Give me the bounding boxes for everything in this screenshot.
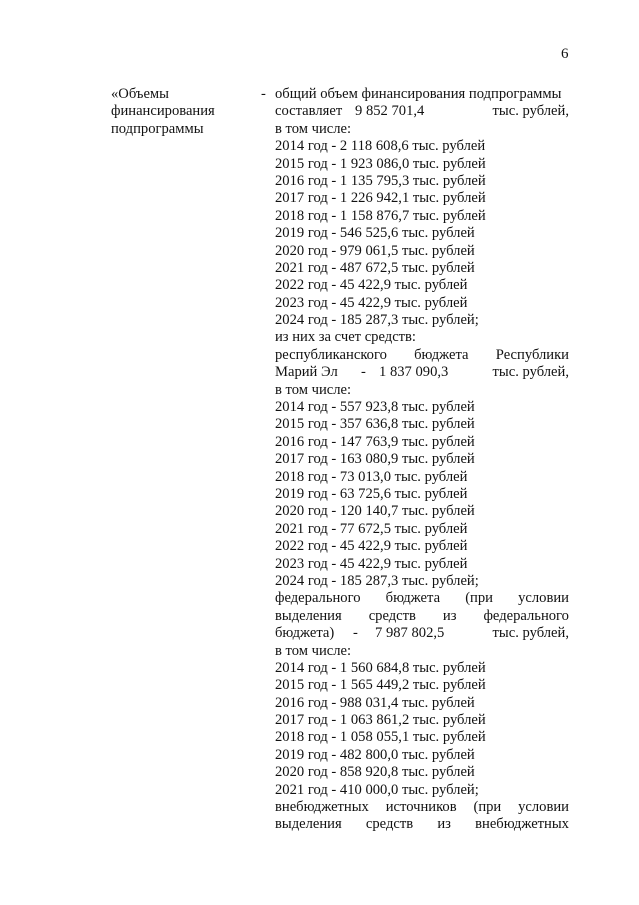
federal-line-1: [275, 590, 569, 607]
year-amount-line: 2020 год - 858 920,8 тыс. рублей: [275, 764, 475, 781]
word: из: [437, 816, 451, 833]
republic-line-2: [275, 364, 569, 381]
year-amount-line: 2022 год - 45 422,9 тыс. рублей: [275, 277, 468, 294]
year-amount-line: 2018 год - 1 058 055,1 тыс. рублей: [275, 729, 486, 746]
word: выделения: [275, 816, 342, 833]
year-amount-line: 2015 год - 357 636,8 тыс. рублей: [275, 416, 475, 433]
word: тыс. рублей,: [492, 625, 569, 642]
including-label: в том числе:: [275, 642, 352, 659]
word: средств: [365, 816, 414, 833]
including-label: в том числе:: [275, 120, 352, 137]
word: бюджета: [414, 346, 469, 363]
word: -: [353, 625, 358, 642]
word: Марий Эл: [275, 364, 338, 381]
year-amount-line: 2015 год - 1 923 086,0 тыс. рублей: [275, 155, 486, 172]
year-amount-line: 2024 год - 185 287,3 тыс. рублей;: [275, 312, 479, 329]
republic-years-list: [275, 399, 569, 590]
word: -: [361, 364, 366, 381]
year-amount-line: 2017 год - 163 080,9 тыс. рублей: [275, 451, 475, 468]
total-unit: тыс. рублей,: [492, 103, 569, 120]
year-amount-line: 2020 год - 979 061,5 тыс. рублей: [275, 242, 475, 259]
federal-amount: 7 987 802,5: [375, 625, 445, 642]
of-which-label: из них за счет средств:: [275, 329, 416, 346]
year-amount-line: 2024 год - 185 287,3 тыс. рублей;: [275, 572, 479, 589]
section-label-line: «Объемы: [111, 86, 169, 102]
year-amount-line: 2016 год - 988 031,4 тыс. рублей: [275, 694, 475, 711]
year-amount-line: 2019 год - 482 800,0 тыс. рублей: [275, 746, 475, 763]
page-number: 6: [561, 46, 569, 62]
word: условии: [518, 799, 569, 816]
year-amount-line: 2016 год - 147 763,9 тыс. рублей: [275, 433, 475, 450]
republic-amount: 1 837 090,3: [379, 364, 449, 381]
year-amount-line: 2021 год - 77 672,5 тыс. рублей: [275, 520, 468, 537]
year-amount-line: 2022 год - 45 422,9 тыс. рублей: [275, 538, 468, 555]
year-amount-line: 2018 год - 1 158 876,7 тыс. рублей: [275, 207, 486, 224]
extrabudget-line-1: [275, 799, 569, 816]
total-amount: 9 852 701,4: [355, 103, 425, 120]
year-amount-line: 2015 год - 1 565 449,2 тыс. рублей: [275, 677, 486, 694]
year-amount-line: 2021 год - 410 000,0 тыс. рублей;: [275, 781, 479, 798]
federal-years-list: [275, 660, 569, 799]
federal-line-3: [275, 625, 569, 642]
word: тыс. рублей,: [492, 364, 569, 381]
year-amount-line: 2014 год - 557 923,8 тыс. рублей: [275, 399, 475, 416]
word: источников: [385, 799, 457, 816]
word: внебюджетных: [475, 816, 569, 833]
intro-line: общий объем финансирования подпрограммы: [275, 86, 562, 102]
word: федерального: [275, 590, 361, 607]
word: из: [442, 607, 457, 624]
word: внебюджетных: [275, 799, 369, 816]
year-amount-line: 2014 год - 1 560 684,8 тыс. рублей: [275, 659, 486, 676]
year-amount-line: 2017 год - 1 226 942,1 тыс. рублей: [275, 190, 486, 207]
separator-dash: -: [261, 86, 266, 102]
year-amount-line: 2019 год - 546 525,6 тыс. рублей: [275, 225, 475, 242]
word: федерального: [483, 607, 569, 624]
year-amount-line: 2020 год - 120 140,7 тыс. рублей: [275, 503, 475, 520]
word: бюджета: [385, 590, 441, 607]
year-amount-line: 2021 год - 487 672,5 тыс. рублей: [275, 259, 475, 276]
section-label-line: подпрограммы: [111, 120, 204, 137]
year-amount-line: 2018 год - 73 013,0 тыс. рублей: [275, 468, 468, 485]
word: бюджета): [275, 625, 335, 642]
year-amount-line: 2014 год - 2 118 608,6 тыс. рублей: [275, 138, 486, 155]
word: выделения: [275, 607, 342, 624]
section-label: [111, 86, 251, 138]
year-amount-line: 2017 год - 1 063 861,2 тыс. рублей: [275, 712, 486, 729]
word: (при: [473, 799, 502, 816]
federal-line-2: [275, 608, 569, 625]
total-years-list: [275, 138, 569, 329]
total-word: составляет: [275, 103, 343, 120]
year-amount-line: 2016 год - 1 135 795,3 тыс. рублей: [275, 172, 486, 189]
word: республиканского: [275, 346, 387, 363]
word: средств: [368, 607, 416, 624]
year-amount-line: 2019 год - 63 725,6 тыс. рублей: [275, 485, 468, 502]
financing-details: [275, 86, 569, 834]
total-amount-line: [275, 103, 569, 120]
section-label-line: финансирования: [111, 103, 215, 120]
word: Республики: [495, 346, 569, 363]
extrabudget-line-2: [275, 816, 569, 833]
republic-line-1: [275, 347, 569, 364]
word: (при: [465, 590, 493, 607]
year-amount-line: 2023 год - 45 422,9 тыс. рублей: [275, 294, 468, 311]
year-amount-line: 2023 год - 45 422,9 тыс. рублей: [275, 555, 468, 572]
including-label: в том числе:: [275, 381, 352, 398]
word: условии: [518, 590, 569, 607]
